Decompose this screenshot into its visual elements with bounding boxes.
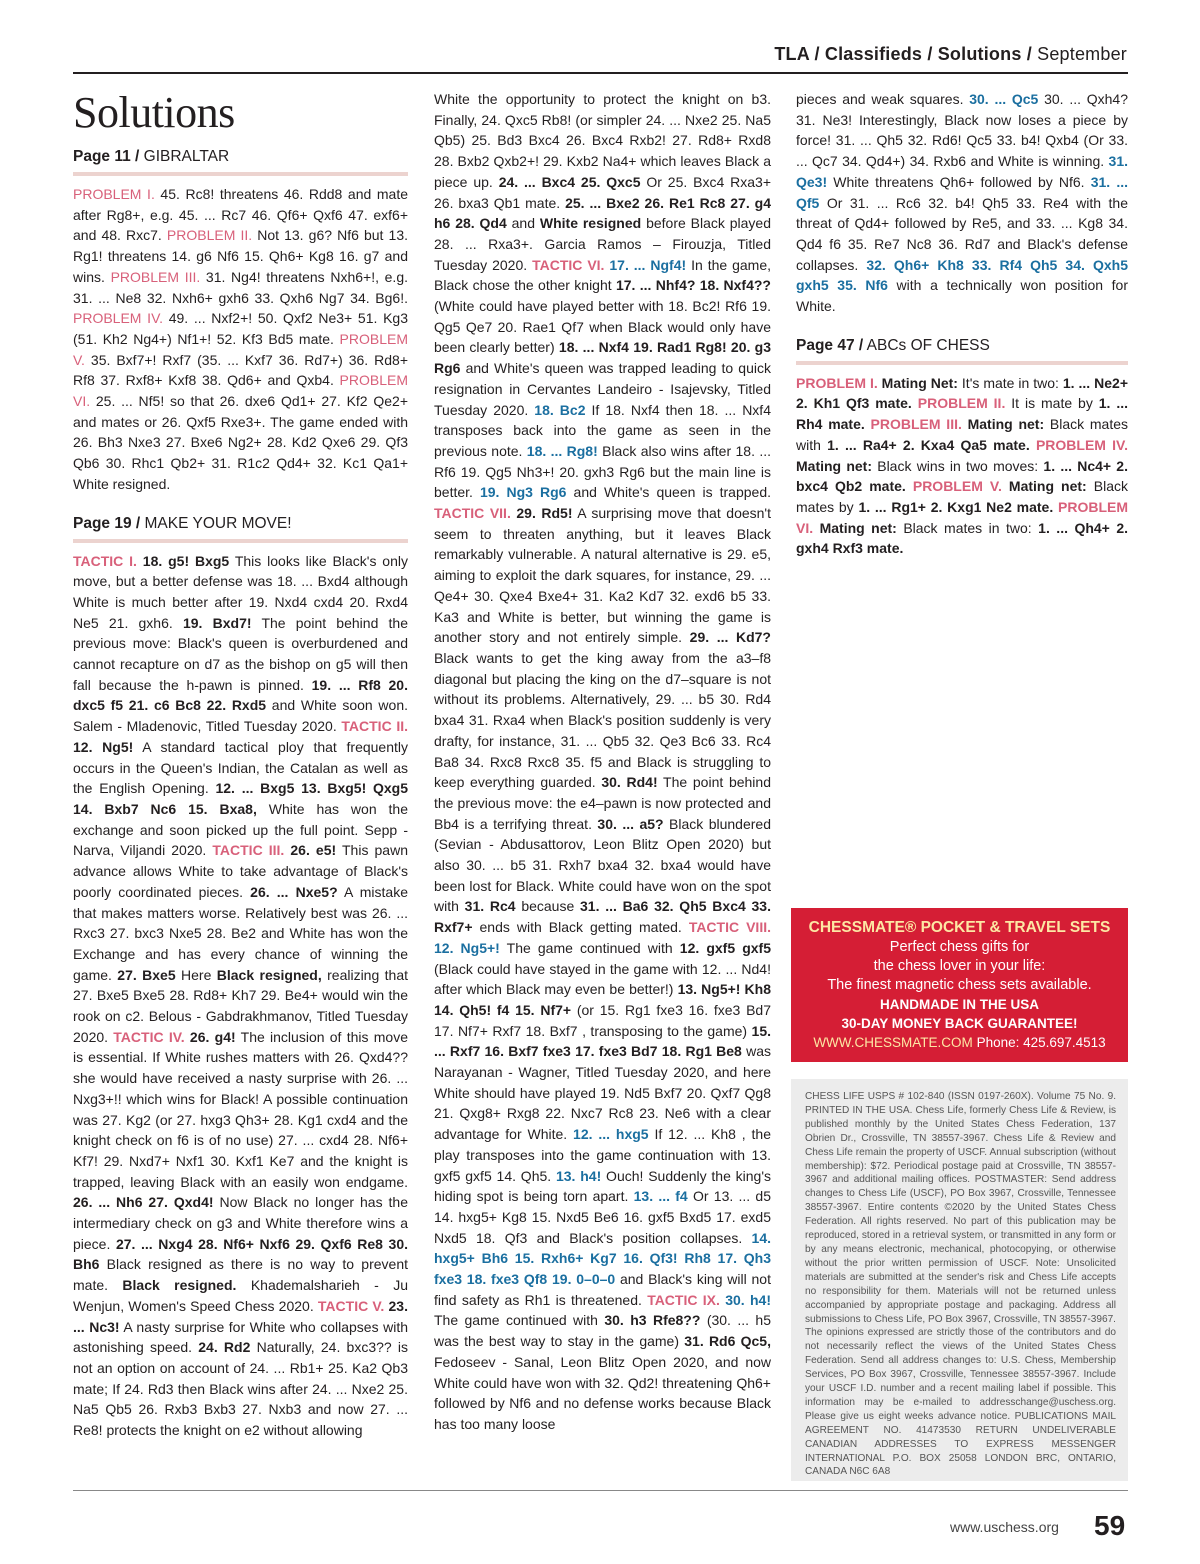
ad-line: the chess lover in your life: [873,958,1046,974]
tactic-label: TACTIC VI. [532,256,605,273]
tactic-label: TACTIC I. [73,552,137,569]
solution-text: Black blundered (Sevian - Abdusattorov, Leon Blitz Open 2020) but also 30. ... b5 31. Rxh7 bxa4 32. bxa4 would have been lost for Black. White could have won on the spot with [434,815,771,915]
solution-text: was Narayanan - Wagner, Titled Tuesday 2020, and here White should have played 19. Nd5 Bxf7 20. Qxf7 Qg8 21. Qxg8+ Rxg8 22. Nxc7 Rc8 23. Ne6 with a clear advantage for White. [434,1043,771,1143]
solution-text: Black mates with [796,416,1129,453]
spacer [796,317,1128,336]
footer-rule [73,1490,1128,1491]
move-text: 1. ... Ne2+ 2. Kh1 Qf3 mate. [796,374,1128,412]
solution-text: 31. Ng4! threatens Nxh6+!, e.g. 31. ... Ne8 32. Nxh6+ gxh6 33. Qxh6 Ng7 34. Bg6!. [73,268,408,306]
tactic-label: TACTIC II. [341,718,408,735]
solution-text: A surprising move that doesn't seem to threaten anything, but it leaves Black remarkably vulnerable. A natural alternative is 29. e5, aiming to exploit the dark squares, for instance, 29. ... Qe4+ 30. Qxe4 Bxe4+ 31. Ka2 Kd7 32. exd6 b5 33. Ka3 and White is better, but winning the game is another story and not entirely simple. [434,505,771,646]
solution-text: (30. ... h5 was the best way to stay in the game) [434,1312,771,1350]
key-move: 12. Ng5+! [434,939,500,956]
section-page: Page 19 / [73,514,141,532]
solution-text: pieces and weak squares. [796,91,970,107]
problem-label: PROBLEM I. [73,186,155,202]
solution-text [906,478,913,494]
solution-text: Or 25. Bxc4 Rxa3+ 26. bxa3 Qb1 mate. [434,173,771,211]
solution-text: with a technically won position for White. [796,277,1128,315]
move-text: Black resigned, [216,966,322,983]
solution-text: A standard tactical ploy that frequently occurs in the Queen's Indian, the Catalan as well as the English Opening. [73,738,408,797]
move-text: 25. ... Bxe2 26. Re1 Rc8 27. g4 h6 28. Qd4 [434,194,771,232]
ad-line: The finest magnetic chess sets available. [827,977,1092,993]
move-text: 26. e5! [284,842,337,859]
tactic-label: TACTIC III. [212,842,285,859]
move-text: 12. Ng5! [73,738,134,755]
problem-label: PROBLEM V. [73,330,408,368]
solution-text: Black mates in two: [896,519,1039,536]
solution-text: 25. ... Nf5! so that 26. dxe6 Qd1+ 27. Kf2 Qe2+ and mates or 26. Qxf5 Rxe3+. The game ended with 26. Bh3 Nxe3 27. Bxe6 Ng2+ 28. Kd2 Qxe6 29. Qf3 Qb6 30. Rhc1 Qb2+ 31. R1c2 Qd4+ 32. Kc1 Qa1+ White resigned. [73,393,408,492]
move-text: 24. ... Bxc4 25. Qxc5 [498,173,641,190]
solution-text: Black also wins after 18. ... Rf6 19. Qg5 Nh3+! 20. gxh3 Rg6 but the main line is better. [434,442,771,501]
section-name: MAKE YOUR MOVE! [140,514,292,532]
move-text: 23. ... Nc3! [73,1297,408,1335]
key-move: 17. ... Ngf4! [604,256,687,273]
solution-text: Black resigned as there is no way to prevent mate. [73,1256,408,1294]
tactic-label: TACTIC VII. [434,505,511,522]
key-move: 13. ... f4 [633,1188,688,1205]
key-move: 31. Qe3! [796,153,1128,190]
section-name: ABCs OF CHESS [863,336,990,354]
solution-text: White the opportunity to protect the knight on b3. Finally, 24. Qxc5 Rb8! (or simpler 24. ... Nxe2 25. Na5 Qb5) 25. Bd3 Bxc4 26. Bxc4 Rxb2! 27. Rd8+ Rxd8 28. Bxb2 Qxb2+! 29. Kxb2 Na4+ which leaves Black a piece up. [434,91,771,190]
solution-text: 30. ... Qxh4? 31. Ne3! Interestingly, Black now loses a piece by force! 31. ... Qh5 32. Rd6! Qc5 33. b4! Qxb4 (Or 33. ... Qc7 34. Qd4+) 34. Rxb6 and White is winning. [796,91,1128,170]
gibraltar-solutions [73,184,408,495]
move-text: Mating net: [961,416,1045,433]
move-text: 1. ... Rg1+ 2. Kxg1 Ne2 mate. [858,498,1054,515]
problem-label: PROBLEM III. [110,268,201,285]
key-move: 18. Bc2 [534,401,586,418]
move-text: 1. ... Rh4 mate. [796,395,1129,433]
move-text: 26. ... Nh6 27. Qxd4! [73,1194,214,1211]
section-head-abcs-of-chess [796,336,1128,365]
solution-text: Now Black no longer has the intermediary check on g3 and White therefore wins a piece. [73,1194,408,1252]
move-text: Mating Net: [877,374,958,391]
tactic-label: TACTIC IX. [647,1291,720,1308]
move-text: 19. Bxd7! [182,614,252,631]
key-move: 31. ... Qf5 [796,173,1128,211]
solution-text: Black wants to get the king away from the a3–f8 diagonal but placing the king on the d7–square is not without its problems. Alternatively, 29. ... b5 30. Rd4 bxa4 31. Rxa4 when Black's position suddenly is very drafty, for instance, 31. ... Qb5 32. Qe3 Bc6 33. Rc4 Ba8 34. Rxc8 Rxc8 35. f5 and Black is struggling to keep everything guarded. [434,649,771,791]
header-month: September [1031,44,1127,64]
solution-text: The game continued with [434,1312,605,1329]
move-text: 30. h3 Rfe8?? [604,1312,701,1329]
solution-text: It's mate in two: [957,374,1063,391]
move-text: 1. ... Ra4+ 2. Kxa4 Qa5 mate. [827,436,1030,453]
move-text: White resigned [539,215,642,232]
solution-text: The point behind the previous move: the e4–pawn is now protected and Bb4 is a terrifying threat. [434,774,771,832]
solution-text: (White could have played better with 18. Bc2! Rf6 19. Qg5 Qe7 20. Rae1 Qf7 when Black would only have been clearly better) [434,298,771,356]
column-3 [796,89,1128,559]
page-number: 59 [1094,1510,1126,1541]
move-text: 27. ... Nxg4 28. Nf6+ Nxf6 29. Qxf6 Re8 30. Bh6 [73,1235,408,1273]
solution-text: Black wins in two moves: [872,457,1044,474]
move-text: 1. ... Nc4+ 2. bxc4 Qb2 mate. [796,457,1128,495]
solution-text: White threatens Qh6+ followed by Nf6. [827,173,1091,190]
move-text: 31. Rd6 Qc5, [684,1333,771,1350]
solution-text: A mistake that makes matters worse. Relatively best was 26. ... Rxc3 27. bxc3 Nxe5 28. Be2 and White has won the Exchange and has every chance of winning the game. [73,883,408,983]
section-name: GIBRALTAR [139,148,230,165]
move-text: 26. g4! [184,1028,236,1045]
abcs-solutions [796,373,1128,559]
solution-text: Not 13. g6? Nf6 but 13. Rg1! threatens 14. g6 Nf6 15. Qh6+ Kg8 16. g7 and wins. [73,227,408,285]
move-text: 27. Bxe5 [117,966,176,983]
header-crumbs: TLA / Classifieds / Solutions / [774,44,1032,64]
solution-text: and White's queen was trapped leading to quick resignation in Cervantes Landeiro - Isajevsky, Titled Tuesday 2020. [434,360,771,418]
ad-phone: Phone: 425.697.4513 [972,1035,1106,1050]
solution-text: Khademalsharieh - Ju Wenjun, Women's Speed Chess 2020. [73,1277,409,1314]
solution-text: (or 15. Rg1 fxe3 16. fxe3 Bd7 17. Nf7+ Rxf7 18. Bxf7 , transposing to the game) [434,1001,772,1039]
solution-text: Fedoseev - Sanal, Leon Blitz Open 2020, and now White could have won with 32. Qd2! threatening Qh6+ followed by Nf6 and no defense works because Black has too many loose [434,1353,771,1432]
solution-text: and [506,215,540,232]
solution-text: and White soon won. Salem - Mladenovic, Titled Tuesday 2020. [73,697,408,735]
make-your-move-solutions-part3 [796,89,1128,317]
solution-text: before Black played 28. ... Rxa3+. Garcia Ramos – Firouzja, Titled Tuesday 2020. [434,215,771,273]
tactic-label: PROBLEM II. [917,395,1006,412]
key-move: 14. hxg5+ Bh6 15. Rxh6+ Kg7 16. Qf3! Rh8 17. Qh3 fxe3 18. fxe3 Qf8 19. 0–0–0 [434,1229,771,1288]
page-title: Solutions [73,88,235,137]
move-text: 12. gxf5 gxf5 [679,939,772,956]
header-rule [73,72,1128,74]
ad-contact [791,1033,1128,1053]
tactic-label: PROBLEM VI. [796,498,1128,536]
move-text: 29. Rd5! [510,505,573,522]
spacer [73,495,408,514]
column-1 [73,87,408,1441]
solution-text: and Black's king will not find safety as Rh1 is threatened. [434,1271,771,1308]
tactic-label: PROBLEM III. [870,416,962,433]
key-move: 13. h4! [555,1167,602,1184]
ad-guarantee: 30-DAY MONEY BACK GUARANTEE! [841,1016,1078,1031]
solution-text: White has won the exchange and soon picked up the full point. Sepp - Narva, Viljandi 2020. [73,800,408,859]
solution-text: 45. Rc8! threatens 46. Rdd8 and mate after Rg8+, e.g. 45. ... Rc7 46. Qf6+ Qxf6 47. exf6+ and 48. Rxc7. [73,186,408,244]
tactic-label: PROBLEM I. [796,374,878,391]
move-text: Mating net: [796,457,872,474]
solution-text: The game continued with [499,939,680,956]
key-move: 19. Ng3 Rg6 [479,484,567,501]
solution-text: The point behind the previous move: Black's queen is overburdened and cannot recapture on d7 as the bishop on g5 will then fall because the h-pawn is pinned. [73,614,409,693]
tactic-label: TACTIC VIII. [688,919,771,936]
problem-label: PROBLEM II. [166,227,253,244]
solution-text: Ouch! Suddenly the king's hiding spot is being torn apart. [434,1167,772,1205]
section-head-gibraltar [73,147,408,176]
column-2 [434,89,771,1435]
key-move: 12. ... hxg5 [573,1126,649,1143]
footer-url[interactable]: www.uschess.org [950,1519,1059,1535]
solution-text: Here [175,966,217,983]
tactic-label: TACTIC IV. [113,1028,185,1045]
move-text: Mating net: [813,519,897,536]
solution-text: ends with Black getting mated. [472,919,689,936]
tactic-label: PROBLEM IV. [1035,436,1128,453]
solution-text: (Black could have stayed in the game with 12. ... Nd4! after which Black may even be better!) [434,960,771,998]
publication-legal-notice: CHESS LIFE USPS # 102-840 (ISSN 0197-260X). Volume 75 No. 9. PRINTED IN THE USA. Chess Life, formerly Chess Life & Review, is published monthly by the United States Chess Federation, 137 Obrien Dr., Crossville, TN 38557-3967. Chess Life & Review and Chess Life remain the property of USCF. Annual subscription (without membership): $72. Periodical postage paid at Crossville, TN 38557-3967 and additional mailing offices. POSTMASTER: Send address changes to Chess Life (USCF), PO Box 3967, Crossville, Tennessee 38557-3967. Entire contents ©2020 by the United States Chess Federation. All rights reserved. No part of this publication may be reproduced, stored in a retrieval system, or transmitted in any form or by any means electronic, mechanical, photocopying, or otherwise without the prior written permission of USCF. Note: Unsolicited materials are submitted at the sender's risk and Chess Life accepts no responsibility for them. Materials will not be returned unless accompanied by appropriate postage and packaging. Address all submissions to Chess Life, PO Box 3967, Crossville, TN 38557-3967. The opinions expressed are strictly those of the contributors and do not necessarily reflect the views of the United States Chess Federation. Send all address changes to: U.S. Chess, Membership Services, PO Box 3967, Crossville, Tennessee 38557-3967. Include your USCF I.D. number and a recent mailing label if possible. This information may be e-mailed to addresschange@uschess.org. Please give us eight weeks advance notice. PUBLICATIONS MAIL AGREEMENT NO. 41473530 RETURN UNDELIVERABLE CANADIAN ADDRESSES TO EXPRESS MESSENGER INTERNATIONAL P.O. BOX 25058 LONDON BRC, ONTARIO, CANADA N6C 6A8 [791,1079,1128,1481]
solution-text: It is mate by [1005,395,1099,412]
solution-text: If 12. ... Kh8 , the play transposes into the game continuation with 13. gxf5 gxf5 14. Qh5. [434,1126,772,1184]
solution-text: The inclusion of this move is essential. If White rushes matters with 26. Qxd4?? she would have received a nasty surprise with 26. ... Nxg3+!! which wins for Black! A possible continuation was 27. Kg2 (or 27. hxg3 Qh3+ 28. Kg1 cxd4 and the knight check on f6 is of no use) 27. ... cxd4 28. Nf6+ Kf7! 29. Nxd7+ Nxf1 30. Kxf1 Ke7 and the knight is trapped, leaving Black with an easily won endgame. [73,1028,408,1190]
move-text: 12. ... Bxg5 13. Bxg5! Qxg5 14. Bxb7 Nc6 15. Bxa8, [73,780,409,817]
solution-text: 35. Bxf7+! Rxf7 (35. ... Kxf7 36. Rd7+) 36. Rd8+ Rf8 37. Rxf8+ Kxf8 38. Qd6+ and Qxb4. [73,351,408,389]
solution-text: A nasty surprise for White who collapses with astonishing speed. [73,1318,409,1356]
move-text: 30. Rd4! [601,774,658,791]
key-move: 32. Qh6+ Kh8 33. Rf4 Qh5 34. Qxh5 gxh5 35. Nf6 [796,256,1128,294]
key-move: 30. ... Qc5 [969,91,1039,107]
solution-text: This pawn advance allows White to take advantage of Black's poorly coordinated pieces. [73,842,408,900]
running-header [774,44,1127,65]
solution-text: Naturally, 24. bxc3?? is not an option on account of 24. ... Rb1+ 25. Ka2 Qb3 mate; If 24. Rd3 then Black wins after 24. ... Nxe2 25. Na5 Qb5 26. Rxb3 Bxb3 27. Nxb3 and now 27. ... Re8! protects the knight on e2 without allowing [73,1339,408,1439]
section-page: Page 47 / [796,336,864,354]
section-head-make-your-move [73,514,408,543]
problem-label: PROBLEM IV. [73,310,164,327]
key-move: 30. h4! [719,1291,771,1308]
move-text: 19. ... Rf8 20. dxc5 f5 21. c6 Bc8 22. Rxd5 [73,676,408,714]
make-your-move-solutions-part2 [434,89,771,1435]
chessmate-ad[interactable] [791,908,1128,1062]
solution-text: Or 13. ... d5 14. hxg5+ Kg8 15. Nxd5 Be6 16. gxf5 Bxd5 17. exd5 Nxd5 18. Qf3 and Black's position collapses. [434,1188,771,1246]
ad-url-link[interactable]: WWW.CHESSMATE.COM [813,1035,973,1050]
move-text: 30. ... a5? [597,815,664,832]
tactic-label: PROBLEM V. [912,478,1002,495]
move-text: Black resigned. [122,1277,237,1294]
move-text: 26. ... Nxe5? [250,883,338,900]
ad-title: CHESSMATE® POCKET & TRAVEL SETS [808,919,1111,936]
solution-text: Or 31. ... Rc6 32. b4! Qh5 33. Re4 with the threat of Qd4+ followed by Re5, and 33. ... Kg8 34. Qd4 f6 35. Re7 Nc8 36. Rd7 and Black's defense collapses. [796,194,1128,273]
move-text: 24. Rd2 [198,1339,251,1356]
solution-text: 49. ... Nxf2+! 50. Qxf2 Ne3+ 51. Kg3 (51. Kh2 Ng4+) Nf1+! 52. Kf3 Bd5 mate. [73,310,408,347]
make-your-move-solutions-part1 [73,551,408,1441]
move-text: Mating net: [1001,478,1087,495]
solution-text: This looks like Black's only move, but a better defense was 18. ... Bxd4 although White is much better after 19. Nxd4 cxd4 20. Rxd4 Ne5 21. gxh6. [73,552,408,631]
solution-text: realizing that 27. Bxe5 Bxe5 28. Rd8+ Kh7 29. Be4+ would win the rook on c2. Belous - Gabdrakhmanov, Titled Tuesday 2020. [73,966,408,1045]
move-text: 15. ... Rxf7 16. Bxf7 fxe3 17. fxe3 Bd7 18. Rg1 Be8 [434,1022,771,1060]
move-text: 13. Ng5+! Kh8 14. Qh5! f4 15. Nf7+ [434,981,772,1018]
move-text: 17. ... Nhf4? 18. Nxf4?? [615,277,771,294]
tactic-label: TACTIC V. [317,1297,385,1314]
move-text: 1. ... Qh4+ 2. gxh4 Rxf3 mate. [796,519,1129,557]
section-page: Page 11 / [73,148,140,165]
move-text: 18. g5! Bxg5 [136,552,230,569]
move-text: 31. ... Ba6 32. Qh5 Bxc4 33. Rxf7+ [434,898,771,936]
problem-label: PROBLEM VI. [73,372,408,410]
solution-text: because [515,898,581,915]
move-text: 18. ... Nxf4 19. Rad1 Rg8! 20. g3 Rg6 [434,339,771,377]
solution-text: and White's queen is trapped. [566,484,771,501]
solution-text: In the game, Black chose the other knight [434,256,772,294]
solution-text: If 18. Nxf4 then 18. ... Nxf4 transposes back into the game as seen in the previous note. [434,401,771,459]
solution-text: Black mates by [796,478,1128,515]
move-text: 29. ... Kd7? [689,629,771,646]
move-text: 31. Rc4 [464,898,516,915]
key-move: 18. ... Rg8! [526,442,598,459]
ad-line: Perfect chess gifts for [889,939,1030,955]
ad-handmade: HANDMADE IN THE USA [879,997,1039,1012]
